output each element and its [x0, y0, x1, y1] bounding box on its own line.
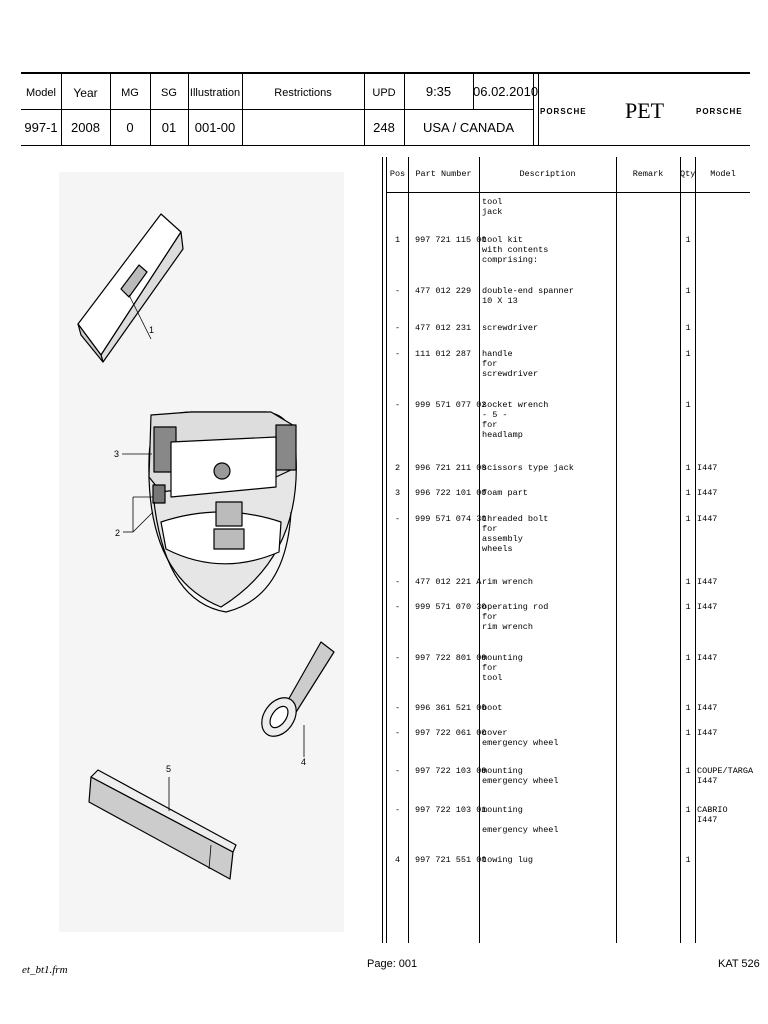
- row-description-line: emergency wheel: [482, 776, 559, 786]
- foam-part-with-jack-drawing: [149, 412, 296, 612]
- row-qty: 1: [685, 703, 691, 713]
- row-description-line: operating rod: [482, 602, 549, 612]
- callout-2: 2: [115, 528, 121, 538]
- row-part-number: 997 722 801 00: [415, 653, 487, 663]
- row-qty: 1: [685, 235, 691, 245]
- row-description-line: mounting: [482, 653, 523, 663]
- row-pos: -: [394, 577, 401, 587]
- row-pos: -: [394, 766, 401, 776]
- row-pos: -: [394, 349, 401, 359]
- row-description-line: screwdriver: [482, 323, 539, 333]
- form-filename: et_bt1.frm: [22, 964, 68, 976]
- row-pos: -: [394, 703, 401, 713]
- row-model-line: I447: [697, 815, 718, 825]
- row-part-number: 997 722 103 00: [415, 766, 487, 776]
- row-part-number: 997 721 551 00: [415, 855, 487, 865]
- row-part-number: 477 012 221 A: [415, 577, 482, 587]
- row-part-number: 997 722 061 00: [415, 728, 487, 738]
- row-description-line: scissors type jack: [482, 463, 574, 473]
- row-description-line: headlamp: [482, 430, 523, 440]
- pet-title: PET: [625, 98, 665, 123]
- porsche-logo-right: PORSCHE: [696, 107, 743, 116]
- row-part-number: 111 012 287: [415, 349, 472, 359]
- column-line: [408, 157, 409, 943]
- row-qty: 1: [685, 766, 691, 776]
- row-qty: 1: [685, 400, 691, 410]
- illustration-value: 001-00: [194, 120, 236, 135]
- row-model-line: I447: [697, 602, 718, 612]
- row-qty: 1: [685, 577, 691, 587]
- row-model-line: I447: [697, 577, 718, 587]
- row-model-line: I447: [697, 776, 718, 786]
- row-description-line: handle: [482, 349, 513, 359]
- row-description-line: cover: [482, 728, 508, 738]
- porsche-logo-left: PORSCHE: [540, 107, 587, 116]
- row-description-line: mounting: [482, 805, 523, 815]
- row-description-line: tool: [482, 673, 503, 683]
- row-qty: 1: [685, 855, 691, 865]
- row-pos: -: [394, 602, 401, 612]
- row-description-line: emergency wheel: [482, 738, 559, 748]
- sg-label: SG: [161, 87, 177, 99]
- parts-table: [386, 157, 754, 943]
- row-qty: 1: [685, 323, 691, 333]
- tool-kit-bag-drawing: [78, 214, 183, 362]
- model-label: Model: [26, 87, 56, 99]
- row-pos: 1: [394, 235, 401, 245]
- callout-3: 3: [114, 449, 120, 459]
- model-value: 997-1: [24, 120, 58, 135]
- qty-header: Qty: [680, 169, 696, 179]
- header-column-line: [538, 74, 539, 145]
- time-value: 9:35: [425, 84, 452, 99]
- row-qty: 1: [685, 653, 691, 663]
- row-pos: -: [394, 323, 401, 333]
- row-description-line: rim wrench: [482, 577, 534, 587]
- restrictions-label: Restrictions: [274, 87, 332, 99]
- callout-5: 5: [166, 764, 172, 774]
- part-number-header: Part Number: [415, 169, 472, 179]
- column-line: [479, 157, 480, 943]
- row-description-line: 10 X 13: [482, 296, 518, 306]
- row-qty: 1: [685, 805, 691, 815]
- row-qty: 1: [685, 514, 691, 524]
- row-description-line: foam part: [482, 488, 528, 498]
- description-header: Description: [519, 169, 576, 179]
- row-description-line: comprising:: [482, 255, 539, 265]
- row-description-line: boot: [482, 703, 503, 713]
- row-description-line: towing lug: [482, 855, 534, 865]
- row-pos: -: [394, 400, 401, 410]
- row-pos: 4: [394, 855, 401, 865]
- row-qty: 1: [685, 463, 691, 473]
- callout-4: 4: [301, 757, 307, 767]
- row-qty: 1: [685, 728, 691, 738]
- row-description-line: assembly: [482, 534, 523, 544]
- year-value: 2008: [71, 120, 100, 135]
- row-description-line: with contents: [482, 245, 549, 255]
- page-number: Page: 001: [367, 958, 418, 970]
- row-pos: -: [394, 514, 401, 524]
- row-part-number: 997 722 103 01: [415, 805, 487, 815]
- row-description-line: tool kit: [482, 235, 523, 245]
- row-pos: -: [394, 805, 401, 815]
- illustration-label: Illustration: [189, 87, 241, 99]
- row-description-line: for: [482, 612, 498, 622]
- row-pos: 3: [394, 488, 401, 498]
- row-part-number: 996 361 521 00: [415, 703, 487, 713]
- column-line: [695, 157, 696, 943]
- towing-lug-drawing: [255, 642, 334, 743]
- model-header: Model: [710, 169, 736, 179]
- callout-1: 1: [149, 325, 155, 335]
- sg-value: 01: [161, 120, 177, 135]
- exploded-illustration-panel: [21, 157, 383, 943]
- row-description-line: emergency wheel: [482, 825, 559, 835]
- row-description-line: for: [482, 359, 498, 369]
- catalog-number: KAT 526: [718, 958, 760, 970]
- row-model-line: I447: [697, 463, 718, 473]
- market-value: USA / CANADA: [422, 120, 515, 135]
- row-part-number: 999 571 074 30: [415, 514, 487, 524]
- row-description-line: wheels: [482, 544, 513, 554]
- row-description-line: - 5 -: [482, 410, 508, 420]
- catalog-header: [21, 72, 750, 146]
- row-pos: 2: [394, 463, 401, 473]
- row-pos: -: [394, 653, 401, 663]
- upd-value: 248: [373, 120, 395, 135]
- row-part-number: 477 012 231: [415, 323, 472, 333]
- row-pos: -: [394, 728, 401, 738]
- row-model-line: I447: [697, 703, 718, 713]
- row-model-line: COUPE/TARGA: [697, 766, 754, 776]
- remark-header: Remark: [632, 169, 664, 179]
- mg-label: MG: [121, 87, 139, 99]
- date-value: 06.02.2010: [473, 84, 539, 99]
- row-part-number: 996 721 211 00: [415, 463, 487, 473]
- row-model-line: I447: [697, 653, 718, 663]
- row-description-line: tool: [482, 197, 503, 207]
- upd-label: UPD: [372, 87, 396, 99]
- row-description-line: for: [482, 663, 498, 673]
- header-column-line: [242, 74, 243, 145]
- row-qty: 1: [685, 488, 691, 498]
- row-part-number: 997 721 115 00: [415, 235, 487, 245]
- row-model-line: I447: [697, 514, 718, 524]
- row-description-line: mounting: [482, 766, 523, 776]
- mg-value: 0: [126, 120, 134, 135]
- row-description-line: rim wrench: [482, 622, 534, 632]
- row-description-line: jack: [482, 207, 503, 217]
- column-line: [616, 157, 617, 943]
- column-line: [680, 157, 681, 943]
- row-description-line: for: [482, 524, 498, 534]
- row-model-line: I447: [697, 728, 718, 738]
- row-description-line: socket wrench: [482, 400, 549, 410]
- row-qty: 1: [685, 286, 691, 296]
- operating-rod-drawing: [89, 770, 236, 879]
- row-qty: 1: [685, 349, 691, 359]
- row-description-line: screwdriver: [482, 369, 539, 379]
- header-divider: [21, 109, 533, 110]
- row-description-line: double-end spanner: [482, 286, 574, 296]
- table-header: [387, 157, 750, 193]
- row-part-number: 996 722 101 00: [415, 488, 487, 498]
- row-part-number: 999 571 070 30: [415, 602, 487, 612]
- tool-kit-drawing: [21, 157, 383, 943]
- row-description-line: threaded bolt: [482, 514, 549, 524]
- row-part-number: 999 571 077 02: [415, 400, 487, 410]
- row-qty: 1: [685, 602, 691, 612]
- row-pos: -: [394, 286, 401, 296]
- row-part-number: 477 012 229: [415, 286, 472, 296]
- row-model-line: I447: [697, 488, 718, 498]
- pos-header: Pos: [389, 169, 406, 179]
- row-description-line: for: [482, 420, 498, 430]
- row-model-line: CABRIO: [697, 805, 728, 815]
- year-label: Year: [73, 86, 98, 100]
